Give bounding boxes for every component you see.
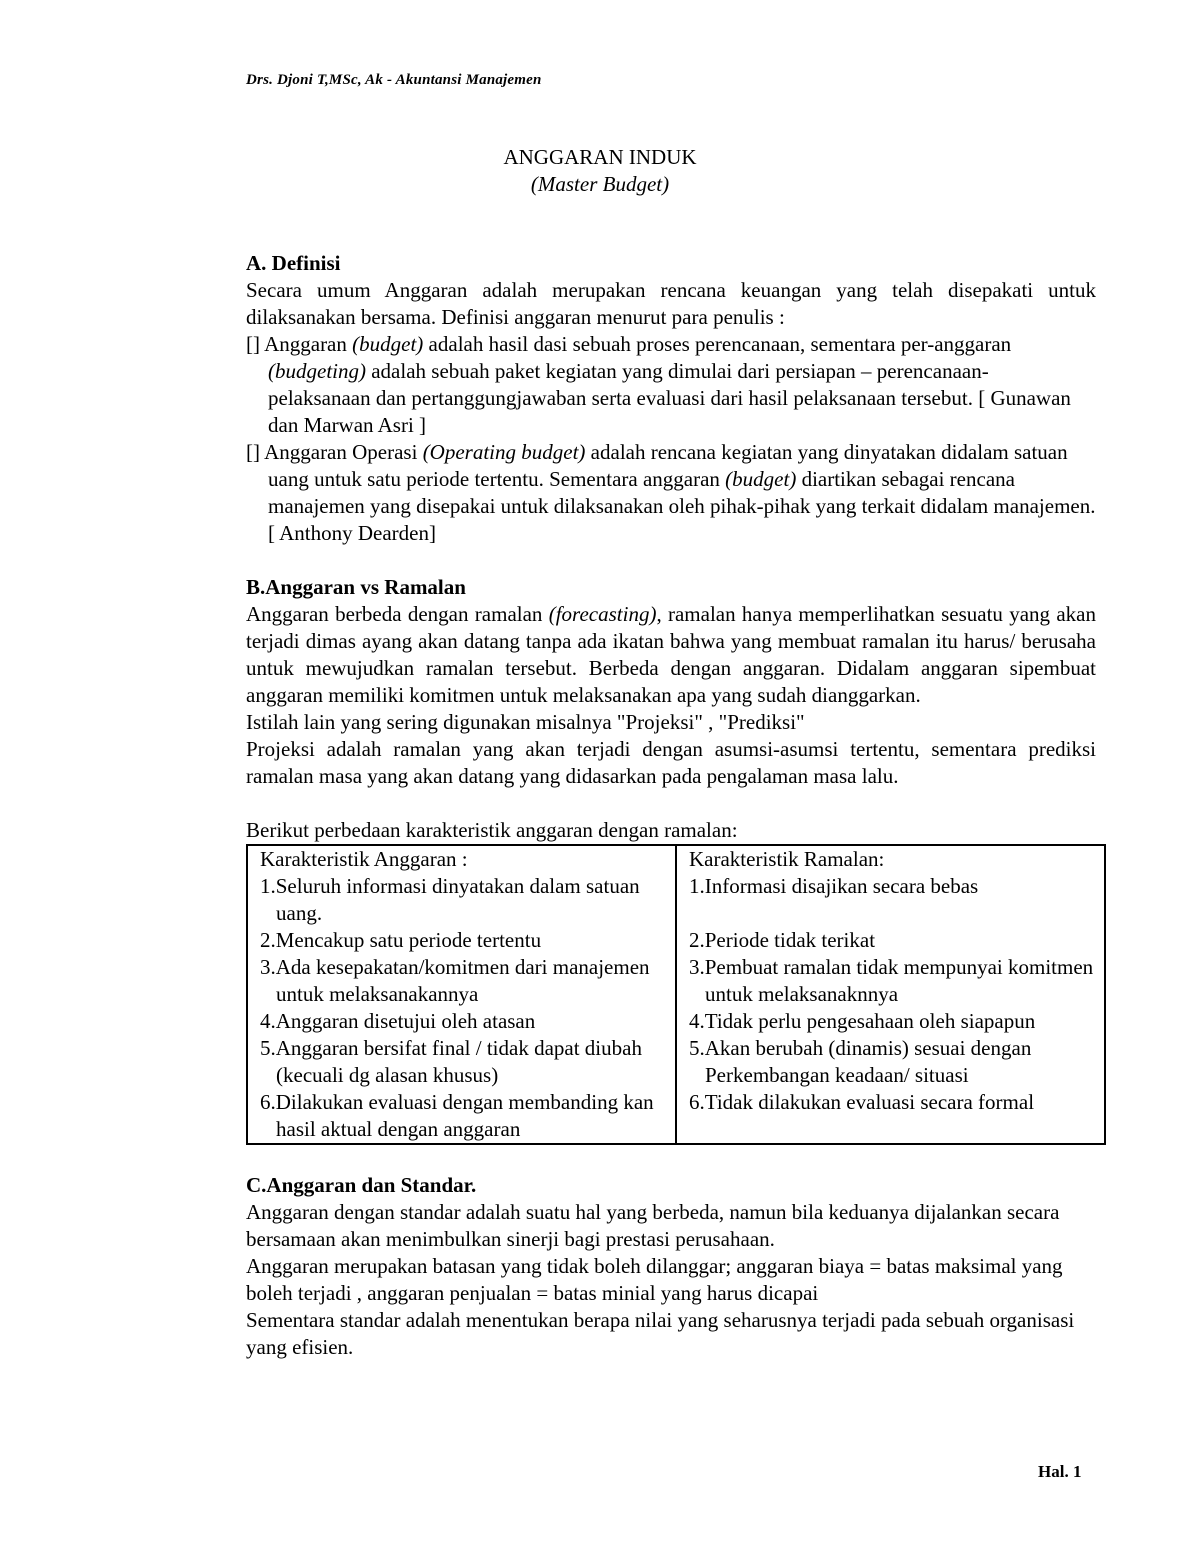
b-p1-text-a: Anggaran berbeda dengan ramalan — [246, 602, 549, 626]
running-header: Drs. Djoni T,MSc, Ak - Akuntansi Manajemen — [246, 72, 542, 88]
budget-characteristic-5: 5.Anggaran bersifat final / tidak dapat diubah (kecuali dg alasan khusus) — [260, 1036, 642, 1087]
spacer — [246, 790, 1096, 817]
budget-characteristic-1: 1.Seluruh informasi dinyatakan dalam satuan uang. — [260, 874, 640, 925]
budget-characteristic-3: 3.Ada kesepakatan/komitmen dari manajemen untuk melaksanakannya — [260, 955, 650, 1006]
comparison-table — [246, 844, 1106, 1145]
b-p1-text-b: , ramalan hanya memperlihatkan sesuatu yang akan terjadi dimas ayang akan datang tanpa ada ikatan bahwa yang membuat ramalan itu harus/ berusaha untuk mewujudkan ramalan tersebut. Berbeda dengan anggaran. Didalam anggaran sipembuat anggaran memiliki komitmen untuk melaksanakan apa yang sudah dianggarkan. — [246, 602, 1096, 707]
item-1-term-budgeting: (budgeting) — [268, 359, 366, 383]
item-1-term-budget: (budget) — [352, 332, 424, 356]
forecast-column-header: Karakteristik Ramalan: — [689, 847, 885, 871]
forecast-characteristic-1: 1.Informasi disajikan secara bebas — [689, 874, 979, 898]
budget-characteristics-column — [247, 845, 676, 1144]
budget-column-header: Karakteristik Anggaran : — [260, 847, 468, 871]
forecast-characteristic-4: 4.Tidak perlu pengesahaan oleh siapapun — [689, 1009, 1036, 1033]
document-body — [246, 250, 1096, 1361]
forecast-characteristic-3: 3.Pembuat ramalan tidak mempunyai komitmen untuk melaksanaknnya — [689, 955, 1094, 1006]
item-2-text: adalah rencana kegiatan yang dinyatakan didalam satuan uang untuk satu periode tertentu. Sementara anggaran — [268, 440, 1068, 491]
table-caption: Berikut perbedaan karakteristik anggaran dengan ramalan: — [246, 818, 738, 842]
item-2-rest: diartikan sebagai rencana manajemen yang disepakai untuk dilaksanakan oleh pihak-pihak yang terkait didalam manajemen. [ Anthony Dearden] — [268, 467, 1096, 545]
section-b-paragraph-3: Projeksi adalah ramalan yang akan terjadi dengan asumsi-asumsi tertentu, sementara prediksi ramalan masa yang akan datang yang didasarkan pada pengalaman masa lalu. — [246, 737, 1096, 788]
spacer — [246, 1145, 1096, 1172]
item-1-rest: adalah sebuah paket kegiatan yang dimulai dari persiapan – perencanaan- pelaksanaan dan pertanggungjawaban serta evaluasi dari hasil pelaksanaan tersebut. [ Gunawan dan Marwan Asri ] — [268, 359, 1071, 437]
item-2-term-operating-budget: (Operating budget) — [422, 440, 586, 464]
section-c-paragraph-1: Anggaran dengan standar adalah suatu hal yang berbeda, namun bila keduanya dijalankan secara bersamaan akan menimbulkan sinerji bagi prestasi perusahaan. — [246, 1200, 1060, 1251]
b-p1-term-forecasting: (forecasting) — [548, 602, 657, 626]
forecast-characteristic-2: 2.Periode tidak terikat — [689, 928, 876, 952]
item-1-text: adalah hasil dasi sebuah proses perencanaan, sementara per-anggaran — [423, 332, 1012, 356]
forecast-characteristics-column — [676, 845, 1105, 1144]
document-title — [0, 144, 1200, 198]
table-row — [247, 845, 1105, 1144]
section-c-heading: C.Anggaran dan Standar. — [246, 1173, 477, 1197]
section-a-heading: A. Definisi — [246, 251, 341, 275]
definition-item-1 — [246, 331, 1096, 439]
section-b-heading: B.Anggaran vs Ramalan — [246, 575, 466, 599]
definition-item-2 — [246, 439, 1096, 547]
budget-characteristic-4: 4.Anggaran disetujui oleh atasan — [260, 1009, 536, 1033]
forecast-characteristic-5: 5.Akan berubah (dinamis) sesuai dengan Perkembangan keadaan/ situasi — [689, 1036, 1032, 1087]
section-a-intro: Secara umum Anggaran adalah merupakan rencana keuangan yang telah disepakati untuk dilaksanakan bersama. Definisi anggaran menurut para penulis : — [246, 278, 1096, 329]
title-main: ANGGARAN INDUK — [503, 145, 697, 169]
section-b-paragraph-1 — [246, 601, 1096, 709]
title-subtitle: (Master Budget) — [530, 172, 670, 196]
spacer — [246, 547, 1096, 574]
item-2-prefix: [] Anggaran Operasi — [246, 440, 423, 464]
item-1-prefix: [] Anggaran — [246, 332, 353, 356]
page-number: Hal. 1 — [1038, 1462, 1082, 1481]
budget-characteristic-6: 6.Dilakukan evaluasi dengan membanding kan hasil aktual dengan anggaran — [260, 1090, 654, 1141]
item-2-term-budget: (budget) — [725, 467, 797, 491]
section-c-paragraph-2: Anggaran merupakan batasan yang tidak boleh dilanggar; anggaran biaya = batas maksimal yang boleh terjadi , anggaran penjualan = batas minial yang harus dicapai — [246, 1254, 1063, 1305]
section-c-paragraph-3: Sementara standar adalah menentukan berapa nilai yang seharusnya terjadi pada sebuah organisasi yang efisien. — [246, 1308, 1075, 1359]
section-b-paragraph-2: Istilah lain yang sering digunakan misalnya "Projeksi" , "Prediksi" — [246, 710, 805, 734]
budget-characteristic-2: 2.Mencakup satu periode tertentu — [260, 928, 542, 952]
forecast-characteristic-6: 6.Tidak dilakukan evaluasi secara formal — [689, 1090, 1035, 1114]
